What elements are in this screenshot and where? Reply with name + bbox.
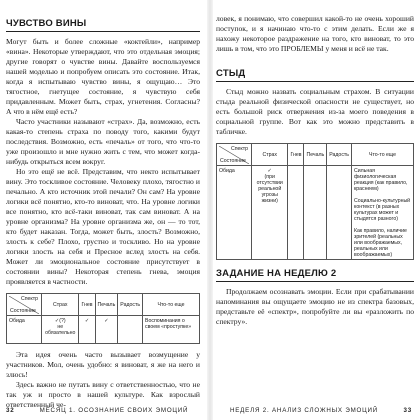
table-header: Что-то еще [352, 144, 414, 166]
paragraph: Здесь важно не путать вину с ответственностью, что не так уж и просто в нашей культуре. Как взрослый ответственный че- [6, 380, 200, 409]
table-header: Что-то еще [143, 294, 200, 316]
right-page [214, 0, 420, 420]
paragraph: Но это ещё не всё. Представим, что некто испытывает вину. Это тоскливое состояние. Человеку плохо, тягостно и печально. А кто источник этой печали? Он сам? На уровне логики всё понятно, кто-то виноват, что. На уровне логики все понятно, кто всё-таки виноват, так сам виноват. А на уровне организма? На уровне организма же, он — то тот, кто будет наказан. Тогда, может быть, злость? Возможно, злость к себе? Плохо, грустно и тоскливо. Но на уровне логики злость на себя и Пресное вслед злость на себя. Может ли эмоциональное состояние присутствует в состоянии вины? Некоторая степень гнева, эмоция проявляется в частности. [6, 167, 200, 286]
table-cell [327, 166, 352, 260]
table-header: Гнев [79, 294, 95, 316]
corner-bottom-label: Состояние [220, 157, 246, 164]
section-heading-guilt: ЧУВСТВО ВИНЫ [6, 18, 200, 32]
shame-spectrum-table [216, 143, 414, 260]
table-row [217, 166, 414, 260]
table-cell: ✓ [95, 316, 118, 344]
table-row [7, 316, 200, 344]
paragraph: Могут быть и более сложные «коктейли», например «вина». Некоторые утверждают, что это отдельная эмоция; другие говорят о чувстве вины. Давайте воспользуемся нашей моделью и попробуем описать это состояние. Итак, когда я испытываю чувство вины, я ощущаю… Это тягостное, гнетущее состояние, я чувствую себя придавленным. Может быть, страх, угнетения. Согласны? А что в нём ещё есть? [6, 37, 200, 116]
corner-bottom-label: Состояние [10, 307, 36, 314]
table-corner-cell [7, 294, 42, 316]
page-number: 33 [403, 407, 412, 414]
section-heading-week-task: ЗАДАНИЕ НА НЕДЕЛЮ 2 [216, 268, 414, 282]
running-title: МЕСЯЦ 1. ОСОЗНАНИЕ СВОИХ ЭМОЦИЙ [39, 407, 189, 414]
table-header: Гнев [288, 144, 304, 166]
section-heading-shame: СТЫД [216, 68, 414, 82]
table-header: Печаль [304, 144, 327, 166]
left-page [0, 0, 206, 420]
paragraph: Стыд можно назвать социальным страхом. В ситуации стыда реальной физической опасности не существует, но есть большой риск отвержения из-за моего поведения в социальной группе. Вот как это можно представить в табличке. [216, 87, 414, 136]
book-gutter [207, 0, 213, 420]
paragraph: Эта идея очень часто вызывает возмущение у участников. Мол, очень удобно: я виноват, я же на него и злюсь! [6, 350, 200, 379]
table-cell: Обида [217, 166, 252, 260]
right-page-footer [216, 407, 412, 414]
left-page-footer [6, 407, 202, 414]
paragraph: Часто участники называют «страх». Да, возможно, есть какая-то степень страха по поводу того, какими будут последствия. Возможно, есть «печаль» от того, что что-то уже произошло и мне нужно жить с тем, что может когда-нибудь открыться всем вокруг. [6, 117, 200, 166]
table-header: Страх [42, 294, 79, 316]
table-cell: Обида [7, 316, 42, 344]
table-header: Печаль [95, 294, 118, 316]
table-cell [118, 316, 143, 344]
guilt-spectrum-table [6, 293, 200, 344]
table-cell: ✓ (при отсутствии реальной угрозы жизни) [252, 166, 288, 260]
table-cell: ✓ [79, 316, 95, 344]
running-title: НЕДЕЛЯ 2. АНАЛИЗ СЛОЖНЫХ ЭМОЦИЙ [229, 407, 379, 414]
table-header: Страх [252, 144, 288, 166]
paragraph: Продолжаем осознавать эмоции. Если при срабатывании напоминания вы ощущаете эмоцию не из спектра базовых, представьте её «спектр», попробуйте ли вы «разложить по спектру». [216, 287, 414, 326]
table-cell [288, 166, 304, 260]
page-number: 32 [6, 407, 15, 414]
table-cell: ✓(?) не обязательно [42, 316, 79, 344]
table-cell: Воспоминания о своем «проступке» [143, 316, 200, 344]
table-cell [304, 166, 327, 260]
table-header: Радость [327, 144, 352, 166]
table-corner-cell [217, 144, 252, 166]
paragraph: ловек, я понимаю, что совершил какой-то не очень хороший поступок, и я начинаю что-то с этим делать. Если же я нахожу некоторое раздражение на того, кто виноват, то это лишь в том, что это ПРОБЛЕМЫ у меня и всё не так. [216, 14, 414, 53]
table-cell: Сильная физиологическая реакция (как правило, краснеем) Социально-культурный контекст (в разных культурах может и стыдятся разного) Как правило, наличие зрителей (реальных или воображаемых, реальных или воображаемых) [352, 166, 414, 260]
corner-top-label: Спектр [20, 295, 38, 302]
table-header: Радость [118, 294, 143, 316]
corner-top-label: Спектр [230, 145, 248, 152]
